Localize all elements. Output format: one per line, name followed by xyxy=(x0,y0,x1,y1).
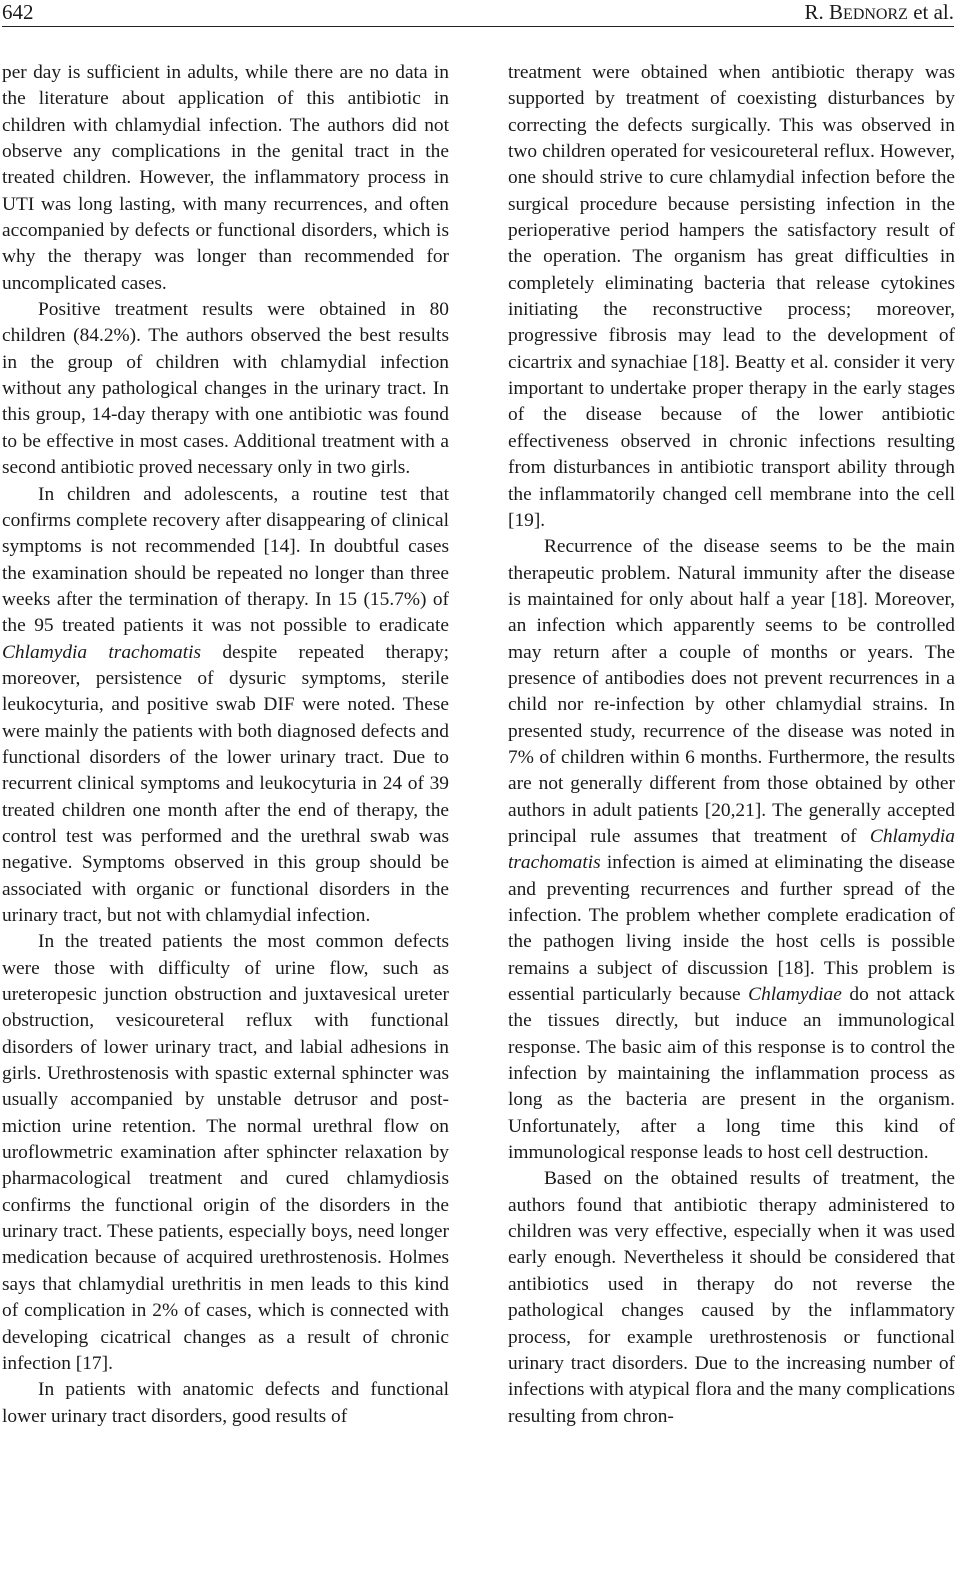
italic-species-name: Chlamydia trachomatis xyxy=(508,825,955,874)
text-segment: Recurrence of the disease seems to be the main therapeutic problem. Natural immunity after the disease is maintained for only about half a year [18]. Moreover, an infection which apparently seems to be controlled may return after a couple of months or years. The presence of antibodies does not prevent recurrences in a child nor re-infection by other chlamydial strains. In presented study, recurrence of the disease was noted in 7% of children within 6 months. Furthermore, the results are not generally different from those obtained by other authors in adult patients [20,21]. The generally accepted principal rule assumes that treatment of xyxy=(508,536,955,847)
paragraph-continued-treatment: treatment were obtained when antibiotic therapy was supported by treatment of coexisting disturbances by correcting the defects surgically. This was observed in two children operated for vesicoureteral reflux. However, one should strive to cure chlamydial infection before the surgical procedure because persisting infection in the perioperative period hampers the satisfactory result of the operation. The organism has great difficulties in completely eliminating bacteria that release cytokines initiating the reconstructive process; moreover, progressive fibrosis may lead to the development of cicartrix and synachiae [18]. Beatty et al. consider it very important to undertake proper therapy in the early stages of the disease because of the lower antibiotic effectiveness observed in chronic infections resulting from disturbances in antibiotic transport ability through the inflammatorily changed cell membrane into the cell [19]. xyxy=(508,62,955,531)
running-head-author xyxy=(805,0,954,27)
author-suffix: et al. xyxy=(907,0,954,24)
author-initial: R. B xyxy=(804,0,844,24)
paragraph-common-defects: In the treated patients the most common defects were those with difficulty of urine flow, such as ureteropesic junction obstruction and juxtavesical ureter obstruction, vesicoureteral reflux with functional disorders of lower urinary tract, and labial adhesions in girls. Urethrostenosis with spastic external sphincter was usually accompanied by unstable detrusor and post-miction urine retention. The normal urethral flow on uroflowmetric examination after sphincter relaxation by pharmacological treatment and cured chlamydiosis confirms the functional origin of the disorders in the urinary tract. These patients, especially boys, need longer medication because of acquired urethrostenosis. Holmes says that chlamydial urethritis in men leads to this kind of complication in 2% of cases, which is connected with developing cicatrical changes as a result of chronic infection [17]. xyxy=(2,931,449,1374)
italic-genus-name: Chlamydiae xyxy=(748,984,842,1006)
left-column xyxy=(2,60,449,1430)
author-surname-smallcaps: EDNORZ xyxy=(843,6,908,23)
text-segment: infection is aimed at eliminating the disease and preventing recurrences and further spread of the infection. The problem whether complete eradication of the pathogen living inside the host cells is possible remains a subject of discussion [18]. This problem is essential particularly because xyxy=(508,852,955,1006)
text-segment: do not attack the tissues directly, but induce an immunological response. The basic aim of this response is to control the infection by maintaining the inflammation process as long as the bacteria are present in the organism. Unfortunately, after a long time this kind of immunological response leads to host cell destruction. xyxy=(508,984,955,1164)
paragraph-recovery-test xyxy=(2,482,449,930)
paragraph-conclusions: Based on the obtained results of treatment, the authors found that antibiotic therapy administered to children was very effective, especially when it was used early enough. Nevertheless it should be considered that antibiotics used in therapy do not reverse the pathological changes caused by the inflammatory process, for example urethrostenosis or functional urinary tract disorders. Due to the increasing number of infections with atypical flora and the many complications resulting from chron- xyxy=(508,1168,955,1427)
header-rule xyxy=(2,26,954,27)
paragraph-recurrence xyxy=(508,534,955,1166)
paragraph-anatomic-defects: In patients with anatomic defects and functional lower urinary tract disorders, good results of xyxy=(2,1379,449,1427)
italic-species-name: Chlamydia trachomatis xyxy=(2,641,202,663)
paragraph-treatment-results: Positive treatment results were obtained in 80 children (84.2%). The authors observed the best results in the group of children with chlamydial infection without any pathological changes in the urinary tract. In this group, 14-day therapy with one antibiotic was found to be effective in most cases. Additional treatment with a second antibiotic proved necessary only in two girls. xyxy=(2,299,449,479)
right-column xyxy=(508,60,955,1430)
page-number: 642 xyxy=(2,0,34,24)
text-segment: despite repeated therapy; moreover, persistence of dysuric symptoms, sterile leukocyturia, and positive swab DIF were noted. These were mainly the patients with both diagnosed defects and functional disorders of the lower urinary tract. Due to recurrent clinical symptoms and leukocyturia in 24 of 39 treated children one month after the end of therapy, the control test was performed and the urethral swab was negative. Symptoms observed in this group should be associated with organic or functional disorders in the urinary tract, but not with chlamydial infection. xyxy=(2,641,449,926)
running-header xyxy=(2,0,954,26)
text-segment: In children and adolescents, a routine test that confirms complete recovery after disappearing of clinical symptoms is not recommended [14]. In doubtful cases the examination should be repeated no longer than three weeks after the termination of therapy. In 15 (15.7%) of the 95 treated patients it was not possible to eradicate xyxy=(2,483,449,637)
paragraph-continued: per day is sufficient in adults, while there are no data in the literature about application of this antibiotic in children with chlamydial infection. The authors did not observe any complications in the genital tract in the treated children. However, the inflammatory process in UTI was long lasting, with many recurrences, and often accompanied by defects or functional disorders, which is why the therapy was longer than recommended for uncomplicated cases. xyxy=(2,62,449,294)
